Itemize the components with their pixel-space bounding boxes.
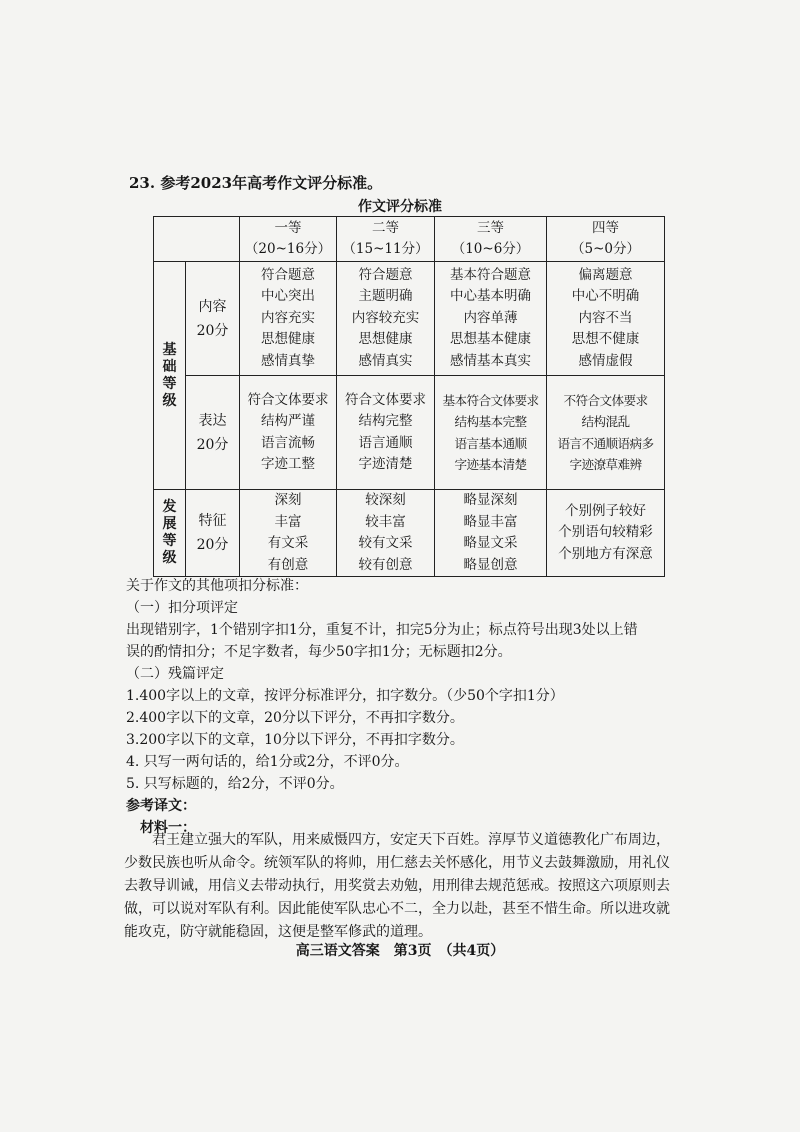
translation-heading: 参考译文：: [126, 798, 196, 814]
incomplete-item: 5. 只写标题的，给2分，不评0分。: [126, 776, 344, 792]
corner-cell: [154, 217, 240, 262]
content-row: [154, 262, 665, 376]
scoring-rubric-table: [153, 216, 665, 577]
deduction-line: 出现错别字，1个错别字扣1分，重复不计，扣完5分为止；标点符号出现3处以上错: [126, 622, 638, 638]
incomplete-item: 2.400字以下的文章，20分以下评分，不再扣字数分。: [126, 710, 464, 726]
translation-line: 少数民族也听从命令。统领军队的将帅，用仁慈去关怀感化，用节义去鼓舞激励，用礼仪: [124, 855, 670, 871]
content-grade-3: 基本符合题意 中心基本明确 内容单薄 思想基本健康 感情基本真实: [435, 262, 547, 376]
translation-line: 去教导训诫，用信义去带动执行，用奖赏去劝勉，用刑律去规范惩戒。按照这六项原则去: [124, 878, 670, 894]
incomplete-title: （二）残篇评定: [126, 666, 224, 682]
expression-grade-1: 符合文体要求 结构严谨 语言流畅 字迹工整: [240, 376, 337, 490]
expression-grade-3: 基本符合文体要求 结构基本完整 语言基本通顺 字迹基本清楚: [435, 376, 547, 490]
content-grade-1: 符合题意 中心突出 内容充实 思想健康 感情真挚: [240, 262, 337, 376]
grade-1-header: 一等 （20~16分）: [240, 217, 337, 262]
development-level-label: 发 展 等 级: [154, 490, 186, 577]
feature-label: 特征 20分: [186, 490, 240, 577]
feature-grade-3: 略显深刻 略显丰富 略显文采 略显创意: [435, 490, 547, 577]
grade-4-header: 四等 （5~0分）: [547, 217, 665, 262]
header-row: [154, 217, 665, 262]
content-grade-2: 符合题意 主题明确 内容较充实 思想健康 感情真实: [337, 262, 435, 376]
translation-body: [124, 829, 694, 944]
feature-grade-4: 个别例子较好 个别语句较精彩 个别地方有深意: [547, 490, 665, 577]
translation-line: 做，可以说对军队有利。因此能使军队忠心不二，全力以赴，甚至不惜生命。所以进攻就: [124, 901, 670, 917]
table-caption: 作文评分标准: [358, 199, 442, 215]
material-title: 材料一：: [140, 820, 196, 836]
incomplete-item: 1.400字以上的文章，按评分标准评分，扣字数分。（少50个字扣1分）: [126, 688, 564, 704]
other-rules-section: [126, 575, 686, 839]
expression-label: 表达 20分: [186, 376, 240, 490]
expression-row: [154, 376, 665, 490]
deduction-title: （一）扣分项评定: [126, 600, 238, 616]
grade-3-header: 三等 （10~6分）: [435, 217, 547, 262]
grade-2-header: 二等 （15~11分）: [337, 217, 435, 262]
incomplete-item: 3.200字以下的文章，10分以下评分，不再扣字数分。: [126, 732, 464, 748]
question-title: 23. 参考2023年高考作文评分标准。: [129, 174, 383, 192]
deduction-line: 误的酌情扣分；不足字数者，每少50字扣1分；无标题扣2分。: [126, 644, 512, 660]
page-footer: 高三语文答案 第3页 （共4页）: [295, 943, 505, 959]
expression-grade-2: 符合文体要求 结构完整 语言通顺 字迹清楚: [337, 376, 435, 490]
content-grade-4: 偏离题意 中心不明确 内容不当 思想不健康 感情虚假: [547, 262, 665, 376]
basic-level-label: 基 础 等 级: [154, 262, 186, 490]
other-rules-intro: 关于作文的其他项扣分标准：: [126, 578, 308, 594]
incomplete-item: 4. 只写一两句话的，给1分或2分，不评0分。: [126, 754, 409, 770]
feature-grade-1: 深刻 丰富 有文采 有创意: [240, 490, 337, 577]
translation-line: 君王建立强大的军队，用来威慑四方，安定天下百姓。淳厚节义道德教化广布周边，: [152, 832, 670, 848]
feature-row: [154, 490, 665, 577]
feature-grade-2: 较深刻 较丰富 较有文采 较有创意: [337, 490, 435, 577]
translation-line: 能攻克，防守就能稳固，这便是整军修武的道理。: [124, 924, 432, 940]
content-label: 内容 20分: [186, 262, 240, 376]
expression-grade-4: 不符合文体要求 结构混乱 语言不通顺语病多 字迹潦草难辨: [547, 376, 665, 490]
